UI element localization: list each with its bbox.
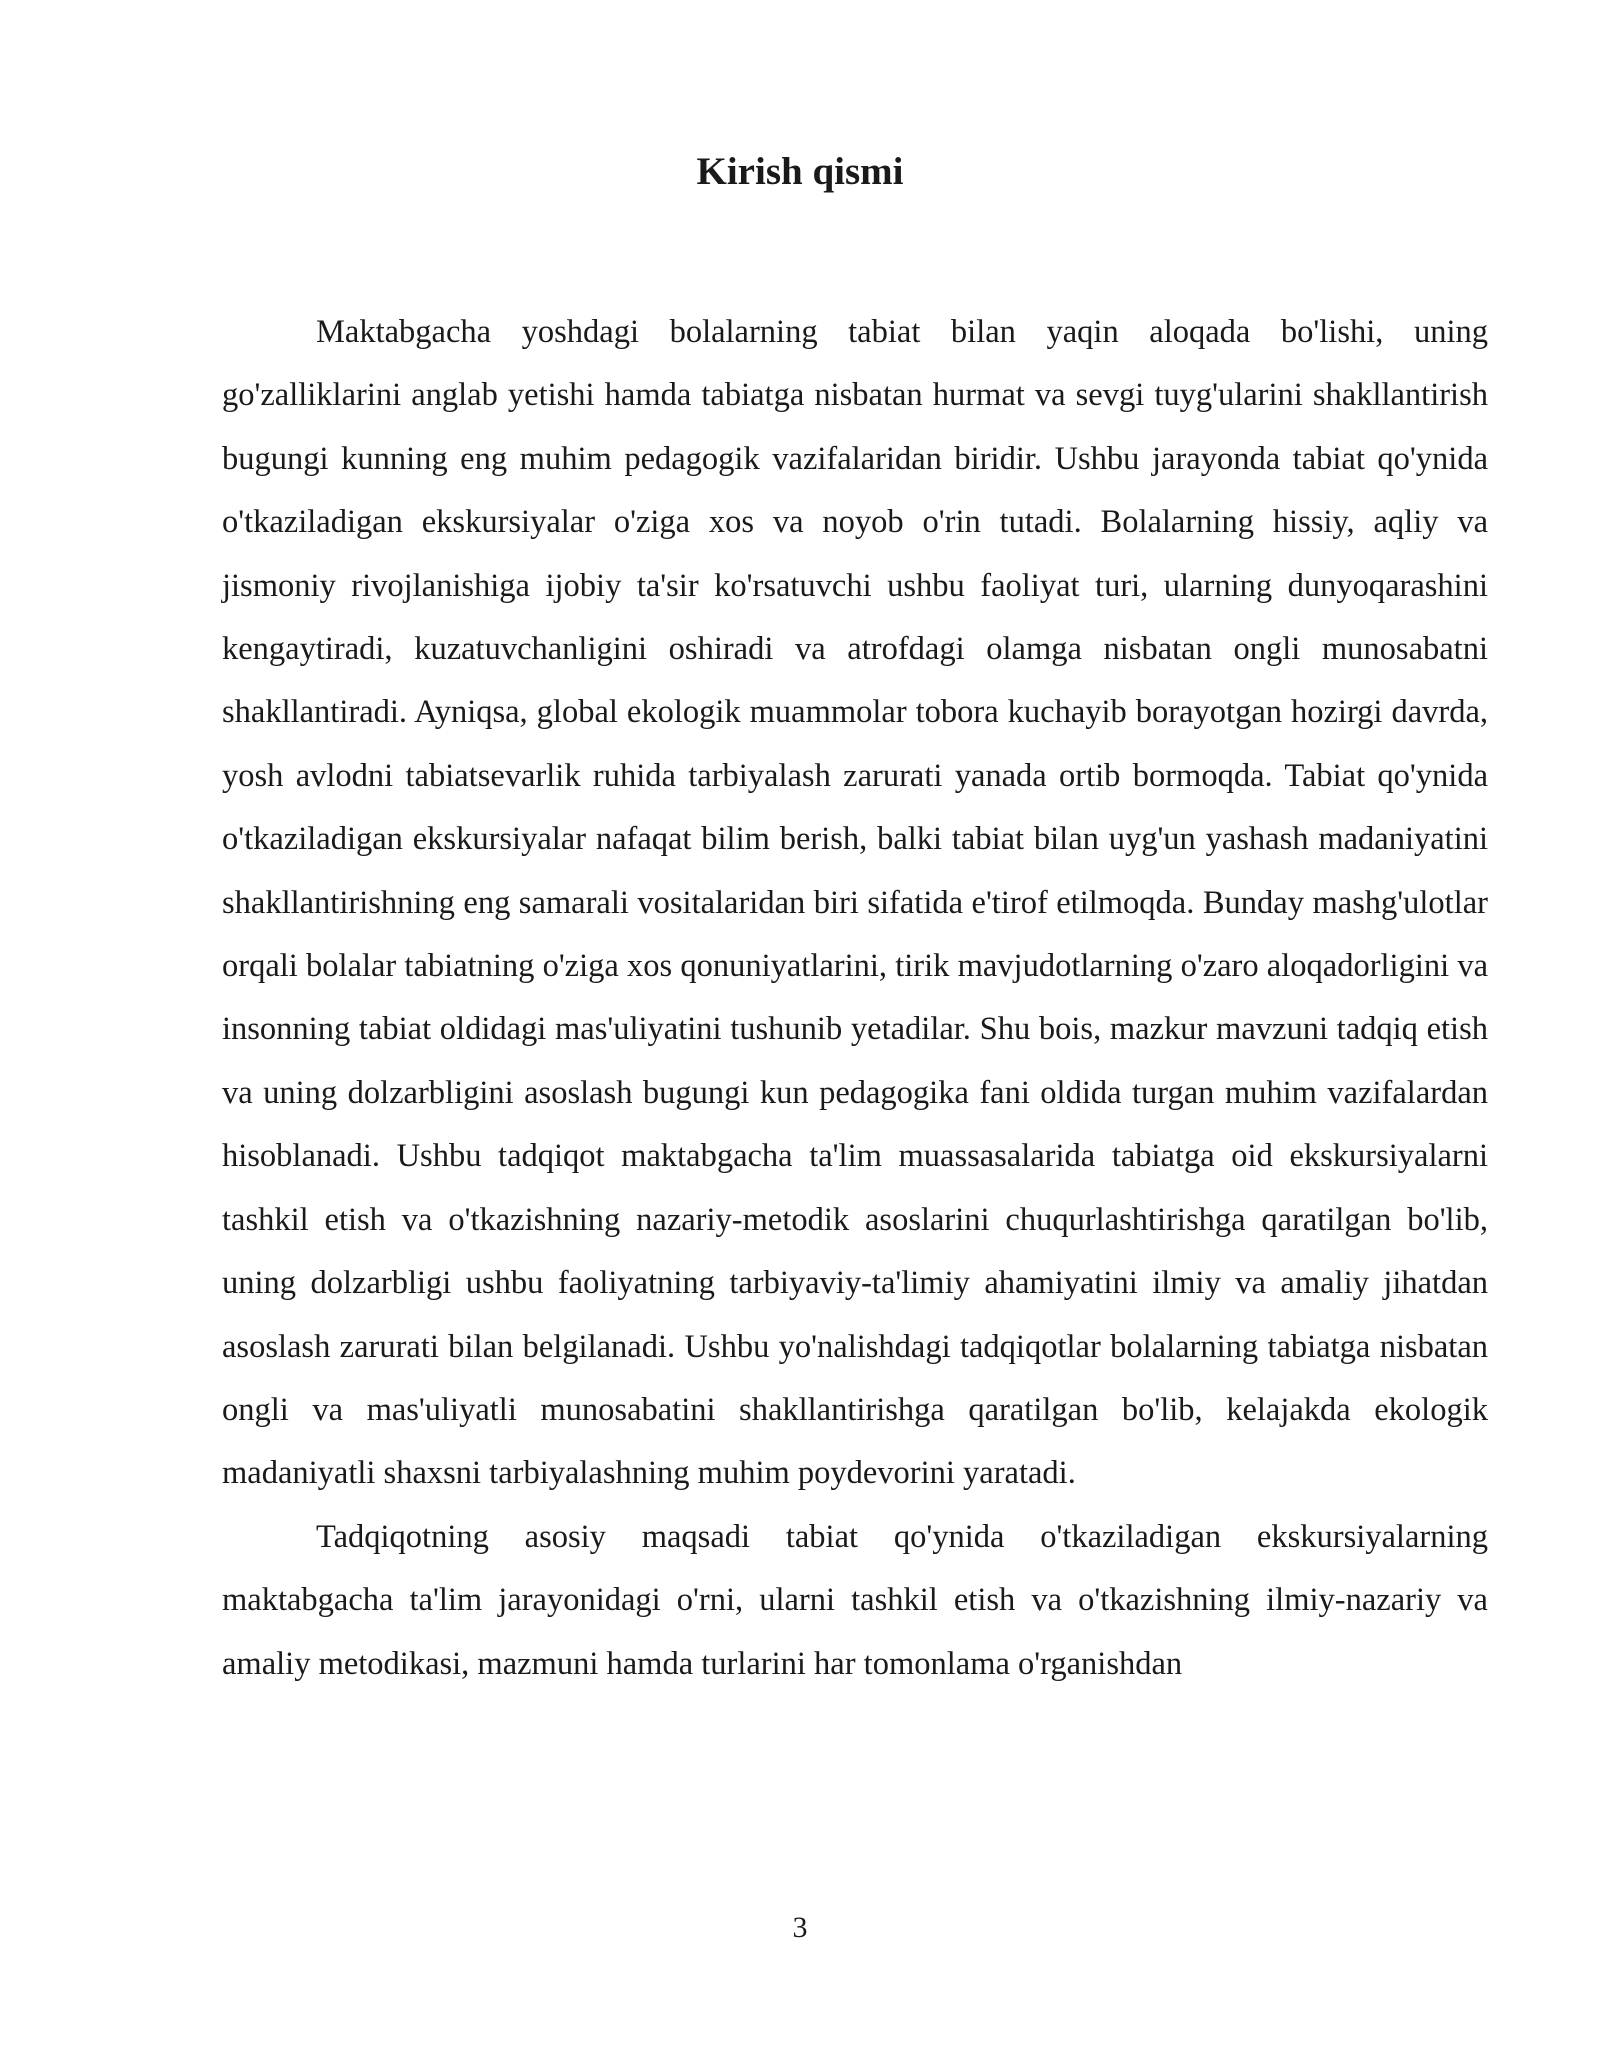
page-title: Kirish qismi xyxy=(696,150,904,193)
paragraph-1: Maktabgacha yoshdagi bolalarning tabiat bilan yaqin aloqada bo'lishi, uning go'zalliklarini anglab yetishi hamda tabiatga nisbatan hurmat va sevgi tuyg'ularini shakllantirish bugungi kunning eng muhim pedagogik vazifalaridan biridir. Ushbu jarayonda tabiat qo'ynida o'tkaziladigan ekskursiyalar o'ziga xos va noyob o'rin tutadi. Bolalarning hissiy, aqliy va jismoniy rivojlanishiga ijobiy ta'sir ko'rsatuvchi ushbu faoliyat turi, ularning dunyoqarashini kengaytiradi, kuzatuvchanligini oshiradi va atrofdagi olamga nisbatan ongli munosabatni shakllantiradi. Ayniqsa, global ekologik muammolar tobora kuchayib borayotgan hozirgi davrda, yosh avlodni tabiatsevarlik ruhida tarbiyalash zarurati yanada ortib bormoqda. Tabiat qo'ynida o'tkaziladigan ekskursiyalar nafaqat bilim berish, balki tabiat bilan uyg'un yashash madaniyatini shakllantirishning eng samarali vositalaridan biri sifatida e'tirof etilmoqda. Bunday mashg'ulotlar orqali bolalar tabiatning o'ziga xos qonuniyatlarini, tirik mavjudotlarning o'zaro aloqadorligini va insonning tabiat oldidagi mas'uliyatini tushunib yetadilar. Shu bois, mazkur mavzuni tadqiq etish va uning dolzarbligini asoslash bugungi kun pedagogika fani oldida turgan muhim vazifalardan hisoblanadi. Ushbu tadqiqot maktabgacha ta'lim muassasalarida tabiatga oid ekskursiyalarni tashkil etish va o'tkazishning nazariy-metodik asoslarini chuqurlashtirishga qaratilgan bo'lib, uning dolzarbligi ushbu faoliyatning tarbiyaviy-ta'limiy ahamiyatini ilmiy va amaliy jihatdan asoslash zarurati bilan belgilanadi. Ushbu yo'nalishdagi tadqiqotlar bolalarning tabiatga nisbatan ongli va mas'uliyatli munosabatini shakllantirishga qaratilgan bo'lib, kelajakda ekologik madaniyatli shaxsni tarbiyalashning muhim poydevorini yaratadi. xyxy=(222,314,1488,1492)
page-number: 3 xyxy=(792,1911,808,1944)
body-text xyxy=(222,301,1488,1696)
paragraph-2: Tadqiqotning asosiy maqsadi tabiat qo'ynida o'tkaziladigan ekskursiyalarning maktabgacha ta'lim jarayonidagi o'rni, ularni tashkil etish va o'tkazishning ilmiy-nazariy va amaliy metodikasi, mazmuni hamda turlarini har tomonlama o'rganishdan xyxy=(222,1518,1488,1682)
